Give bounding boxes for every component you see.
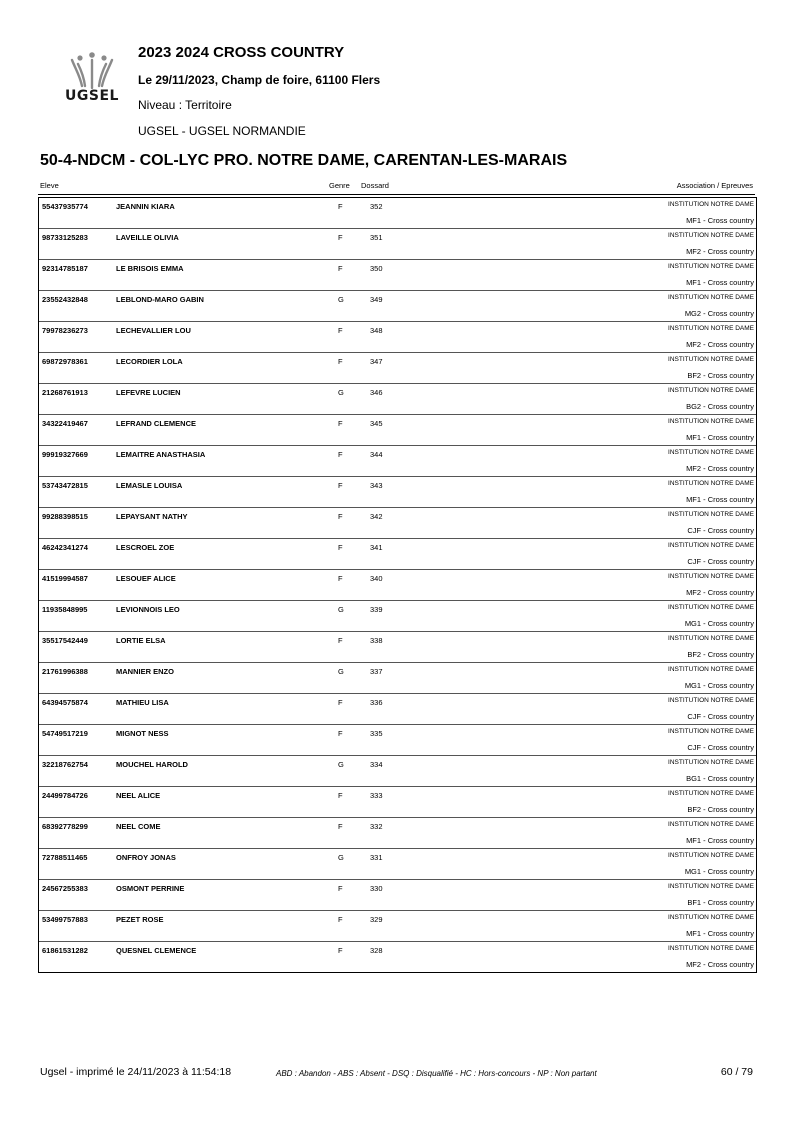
event-organisation: UGSEL - UGSEL NORMANDIE — [138, 124, 306, 138]
student-name: LE BRISOIS EMMA — [116, 264, 184, 273]
student-association: INSTITUTION NOTRE DAME — [668, 294, 754, 301]
student-genre: G — [338, 853, 344, 862]
student-dossard: 336 — [370, 698, 383, 707]
logo-text: UGSEL — [65, 88, 119, 104]
student-event: BG1 - Cross country — [686, 774, 754, 783]
student-association: INSTITUTION NOTRE DAME — [668, 201, 754, 208]
student-dossard: 331 — [370, 853, 383, 862]
student-name: LEFEVRE LUCIEN — [116, 388, 181, 397]
student-id: 35517542449 — [42, 636, 88, 645]
student-genre: F — [338, 698, 343, 707]
student-dossard: 343 — [370, 481, 383, 490]
student-dossard: 349 — [370, 295, 383, 304]
student-association: INSTITUTION NOTRE DAME — [668, 635, 754, 642]
student-dossard: 344 — [370, 450, 383, 459]
student-name: NEEL COME — [116, 822, 161, 831]
student-dossard: 337 — [370, 667, 383, 676]
student-event: MF1 - Cross country — [686, 495, 754, 504]
student-dossard: 333 — [370, 791, 383, 800]
student-genre: F — [338, 481, 343, 490]
student-association: INSTITUTION NOTRE DAME — [668, 232, 754, 239]
student-id: 54749517219 — [42, 729, 88, 738]
student-id: 69872978361 — [42, 357, 88, 366]
club-title: 50-4-NDCM - COL-LYC PRO. NOTRE DAME, CARENTAN-LES-MARAIS — [40, 152, 568, 169]
student-id: 98733125283 — [42, 233, 88, 242]
table-row — [39, 446, 756, 477]
student-dossard: 334 — [370, 760, 383, 769]
table-row — [39, 322, 756, 353]
student-genre: F — [338, 884, 343, 893]
student-id: 23552432848 — [42, 295, 88, 304]
student-dossard: 342 — [370, 512, 383, 521]
table-row — [39, 198, 756, 229]
student-event: MF2 - Cross country — [686, 464, 754, 473]
student-genre: F — [338, 636, 343, 645]
table-row — [39, 601, 756, 632]
table-row — [39, 942, 756, 972]
student-event: MF1 - Cross country — [686, 278, 754, 287]
student-name: LEPAYSANT NATHY — [116, 512, 188, 521]
student-genre: G — [338, 760, 344, 769]
ugsel-logo — [58, 52, 126, 106]
student-event: MF2 - Cross country — [686, 960, 754, 969]
student-genre: F — [338, 946, 343, 955]
student-event: BG2 - Cross country — [686, 402, 754, 411]
footer-printed: Ugsel - imprimé le 24/11/2023 à 11:54:18 — [40, 1066, 232, 1078]
ugsel-logo-icon — [58, 52, 126, 92]
student-name: LECORDIER LOLA — [116, 357, 183, 366]
student-event: MF1 - Cross country — [686, 929, 754, 938]
student-name: MIGNOT NESS — [116, 729, 169, 738]
student-association: INSTITUTION NOTRE DAME — [668, 604, 754, 611]
student-event: BF2 - Cross country — [687, 650, 754, 659]
student-event: BF2 - Cross country — [687, 805, 754, 814]
event-level: Niveau : Territoire — [138, 98, 232, 112]
table-row — [39, 570, 756, 601]
student-event: BF1 - Cross country — [687, 898, 754, 907]
student-name: ONFROY JONAS — [116, 853, 176, 862]
student-association: INSTITUTION NOTRE DAME — [668, 356, 754, 363]
student-association: INSTITUTION NOTRE DAME — [668, 821, 754, 828]
student-genre: F — [338, 915, 343, 924]
student-genre: F — [338, 574, 343, 583]
student-name: LEBLOND-MARO GABIN — [116, 295, 204, 304]
student-dossard: 345 — [370, 419, 383, 428]
student-event: MG2 - Cross country — [684, 309, 754, 318]
table-row — [39, 911, 756, 942]
student-association: INSTITUTION NOTRE DAME — [668, 914, 754, 921]
col-association: Association / Epreuves — [676, 181, 753, 190]
student-name: JEANNIN KIARA — [116, 202, 175, 211]
col-genre: Genre — [329, 181, 350, 190]
student-dossard: 339 — [370, 605, 383, 614]
table-header — [38, 178, 755, 195]
table-row — [39, 260, 756, 291]
student-genre: G — [338, 295, 344, 304]
table-row — [39, 291, 756, 322]
student-dossard: 335 — [370, 729, 383, 738]
student-genre: G — [338, 605, 344, 614]
student-genre: G — [338, 667, 344, 676]
student-id: 72788511465 — [42, 853, 88, 862]
student-name: LEMAITRE ANASTHASIA — [116, 450, 206, 459]
student-genre: F — [338, 512, 343, 521]
student-name: OSMONT PERRINE — [116, 884, 185, 893]
student-genre: G — [338, 388, 344, 397]
student-event: MF1 - Cross country — [686, 433, 754, 442]
student-name: LECHEVALLIER LOU — [116, 326, 191, 335]
table-row — [39, 415, 756, 446]
student-association: INSTITUTION NOTRE DAME — [668, 697, 754, 704]
student-genre: F — [338, 264, 343, 273]
student-association: INSTITUTION NOTRE DAME — [668, 325, 754, 332]
student-dossard: 332 — [370, 822, 383, 831]
student-id: 99288398515 — [42, 512, 88, 521]
student-name: PEZET ROSE — [116, 915, 164, 924]
table-row — [39, 787, 756, 818]
table-row — [39, 725, 756, 756]
col-eleve: Eleve — [40, 181, 59, 190]
student-id: 53743472815 — [42, 481, 88, 490]
event-title: 2023 2024 CROSS COUNTRY — [138, 44, 345, 61]
student-dossard: 346 — [370, 388, 383, 397]
student-event: MF1 - Cross country — [686, 836, 754, 845]
student-id: 34322419467 — [42, 419, 88, 428]
student-genre: F — [338, 822, 343, 831]
student-genre: F — [338, 202, 343, 211]
student-name: MOUCHEL HAROLD — [116, 760, 188, 769]
student-id: 21761996388 — [42, 667, 88, 676]
student-association: INSTITUTION NOTRE DAME — [668, 852, 754, 859]
student-event: CJF - Cross country — [687, 526, 754, 535]
student-dossard: 328 — [370, 946, 383, 955]
student-id: 24567255383 — [42, 884, 88, 893]
student-id: 24499784726 — [42, 791, 88, 800]
student-association: INSTITUTION NOTRE DAME — [668, 573, 754, 580]
student-association: INSTITUTION NOTRE DAME — [668, 728, 754, 735]
student-id: 64394575874 — [42, 698, 88, 707]
student-association: INSTITUTION NOTRE DAME — [668, 449, 754, 456]
student-name: LAVEILLE OLIVIA — [116, 233, 179, 242]
student-name: LEFRAND CLEMENCE — [116, 419, 196, 428]
student-event: BF2 - Cross country — [687, 371, 754, 380]
student-association: INSTITUTION NOTRE DAME — [668, 480, 754, 487]
table-row — [39, 353, 756, 384]
student-event: MF2 - Cross country — [686, 588, 754, 597]
student-dossard: 330 — [370, 884, 383, 893]
student-dossard: 347 — [370, 357, 383, 366]
student-event: MF1 - Cross country — [686, 216, 754, 225]
student-association: INSTITUTION NOTRE DAME — [668, 759, 754, 766]
table-row — [39, 632, 756, 663]
student-association: INSTITUTION NOTRE DAME — [668, 666, 754, 673]
student-id: 79978236273 — [42, 326, 88, 335]
student-event: MF2 - Cross country — [686, 247, 754, 256]
student-event: MG1 - Cross country — [684, 619, 754, 628]
student-name: LEMASLE LOUISA — [116, 481, 183, 490]
student-id: 46242341274 — [42, 543, 88, 552]
student-association: INSTITUTION NOTRE DAME — [668, 418, 754, 425]
student-association: INSTITUTION NOTRE DAME — [668, 542, 754, 549]
table-row — [39, 849, 756, 880]
footer-legend: ABD : Abandon - ABS : Absent - DSQ : Disqualifié - HC : Hors-concours - NP : Non partant — [276, 1069, 597, 1078]
student-association: INSTITUTION NOTRE DAME — [668, 945, 754, 952]
student-dossard: 340 — [370, 574, 383, 583]
results-table — [38, 197, 757, 973]
table-row — [39, 508, 756, 539]
table-row — [39, 477, 756, 508]
student-genre: F — [338, 233, 343, 242]
event-date-place: Le 29/11/2023, Champ de foire, 61100 Flers — [138, 73, 381, 87]
student-id: 53499757883 — [42, 915, 88, 924]
student-association: INSTITUTION NOTRE DAME — [668, 263, 754, 270]
table-row — [39, 539, 756, 570]
student-name: QUESNEL CLEMENCE — [116, 946, 197, 955]
student-association: INSTITUTION NOTRE DAME — [668, 883, 754, 890]
student-name: NEEL ALICE — [116, 791, 161, 800]
student-dossard: 329 — [370, 915, 383, 924]
student-id: 99919327669 — [42, 450, 88, 459]
student-event: CJF - Cross country — [687, 557, 754, 566]
student-dossard: 338 — [370, 636, 383, 645]
student-genre: F — [338, 791, 343, 800]
student-id: 61861531282 — [42, 946, 88, 955]
student-id: 21268761913 — [42, 388, 88, 397]
student-id: 11935848995 — [42, 605, 88, 614]
student-dossard: 348 — [370, 326, 383, 335]
table-row — [39, 384, 756, 415]
footer-page-number: 60 / 79 — [720, 1066, 753, 1078]
table-row — [39, 229, 756, 260]
student-name: LEVIONNOIS LEO — [116, 605, 180, 614]
student-dossard: 352 — [370, 202, 383, 211]
student-name: LESCROEL ZOE — [116, 543, 175, 552]
student-name: LESOUEF ALICE — [116, 574, 176, 583]
student-association: INSTITUTION NOTRE DAME — [668, 387, 754, 394]
student-dossard: 351 — [370, 233, 383, 242]
student-event: CJF - Cross country — [687, 743, 754, 752]
student-id: 92314785187 — [42, 264, 88, 273]
student-event: CJF - Cross country — [687, 712, 754, 721]
student-genre: F — [338, 419, 343, 428]
student-genre: F — [338, 357, 343, 366]
table-row — [39, 663, 756, 694]
student-name: MATHIEU LISA — [116, 698, 169, 707]
student-event: MG1 - Cross country — [684, 867, 754, 876]
student-genre: F — [338, 450, 343, 459]
student-dossard: 350 — [370, 264, 383, 273]
student-genre: F — [338, 543, 343, 552]
student-id: 32218762754 — [42, 760, 88, 769]
student-association: INSTITUTION NOTRE DAME — [668, 511, 754, 518]
student-id: 68392778299 — [42, 822, 88, 831]
col-dossard: Dossard — [361, 181, 389, 190]
student-id: 55437935774 — [42, 202, 88, 211]
student-name: MANNIER ENZO — [116, 667, 174, 676]
table-row — [39, 756, 756, 787]
table-row — [39, 880, 756, 911]
student-event: MF2 - Cross country — [686, 340, 754, 349]
table-row — [39, 694, 756, 725]
student-event: MG1 - Cross country — [684, 681, 754, 690]
student-association: INSTITUTION NOTRE DAME — [668, 790, 754, 797]
student-id: 41519994587 — [42, 574, 88, 583]
student-genre: F — [338, 729, 343, 738]
student-dossard: 341 — [370, 543, 383, 552]
table-row — [39, 818, 756, 849]
student-genre: F — [338, 326, 343, 335]
student-name: LORTIE ELSA — [116, 636, 166, 645]
